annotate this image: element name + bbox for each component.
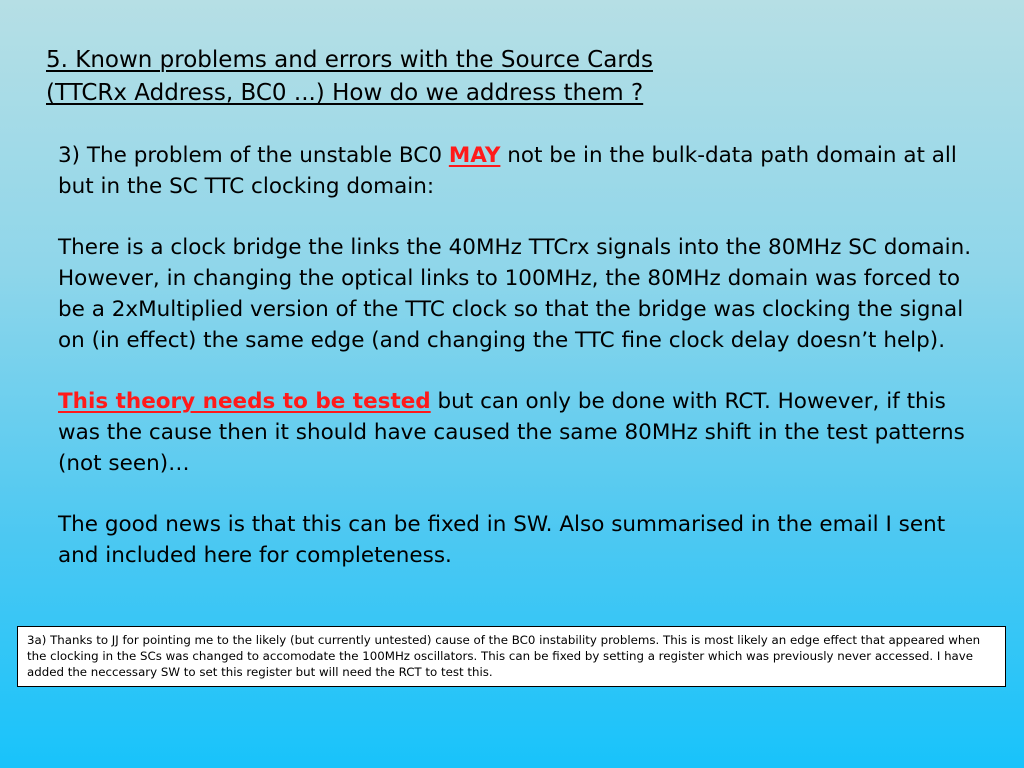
paragraph-theory: [58, 386, 988, 479]
paragraph-theory-text: but can only be done with RCT. However, if this was the cause then it should have caused the same 80MHz shift in the test patterns (not seen)…: [58, 389, 965, 476]
paragraph-good-news: The good news is that this can be fixed in SW. Also summarised in the email I sent and included here for completeness.: [58, 512, 946, 568]
title-line-1: 5. Known problems and errors with the Source Cards: [46, 47, 653, 73]
email-excerpt-text: 3a) Thanks to JJ for pointing me to the likely (but currently untested) cause of the BC0 instability problems. This is most likely an edge effect that appeared when the clocking in the SCs was changed to accomodate the 100MHz oscillators. This can be fixed by setting a register which was previously never accessed. I have added the neccessary SW to set this register but will need the RCT to test this.: [27, 633, 981, 679]
may-emphasis: MAY: [448, 143, 501, 168]
email-excerpt-box: [17, 626, 1006, 687]
slide-title: [46, 44, 846, 110]
slide-body: [58, 140, 988, 601]
paragraph-bc0-problem: [58, 140, 988, 202]
paragraph-clock-bridge: There is a clock bridge the links the 40MHz TTCrx signals into the 80MHz SC domain. However, in changing the optical links to 100MHz, the 80MHz domain was forced to be a 2xMultiplied version of the TTC clock so that the bridge was clocking the signal on (in effect) the same edge (and changing the TTC fine clock delay doesn’t help).: [58, 235, 972, 353]
title-line-2: (TTCRx Address, BC0 ...) How do we address them ?: [46, 80, 644, 106]
paragraph-bc0-problem-text-b: not be in the bulk-data path domain at all but in the SC TTC clocking domain:: [58, 143, 957, 199]
theory-emphasis: This theory needs to be tested: [58, 389, 431, 414]
paragraph-bc0-problem-text-a: 3) The problem of the unstable BC0: [58, 143, 449, 168]
